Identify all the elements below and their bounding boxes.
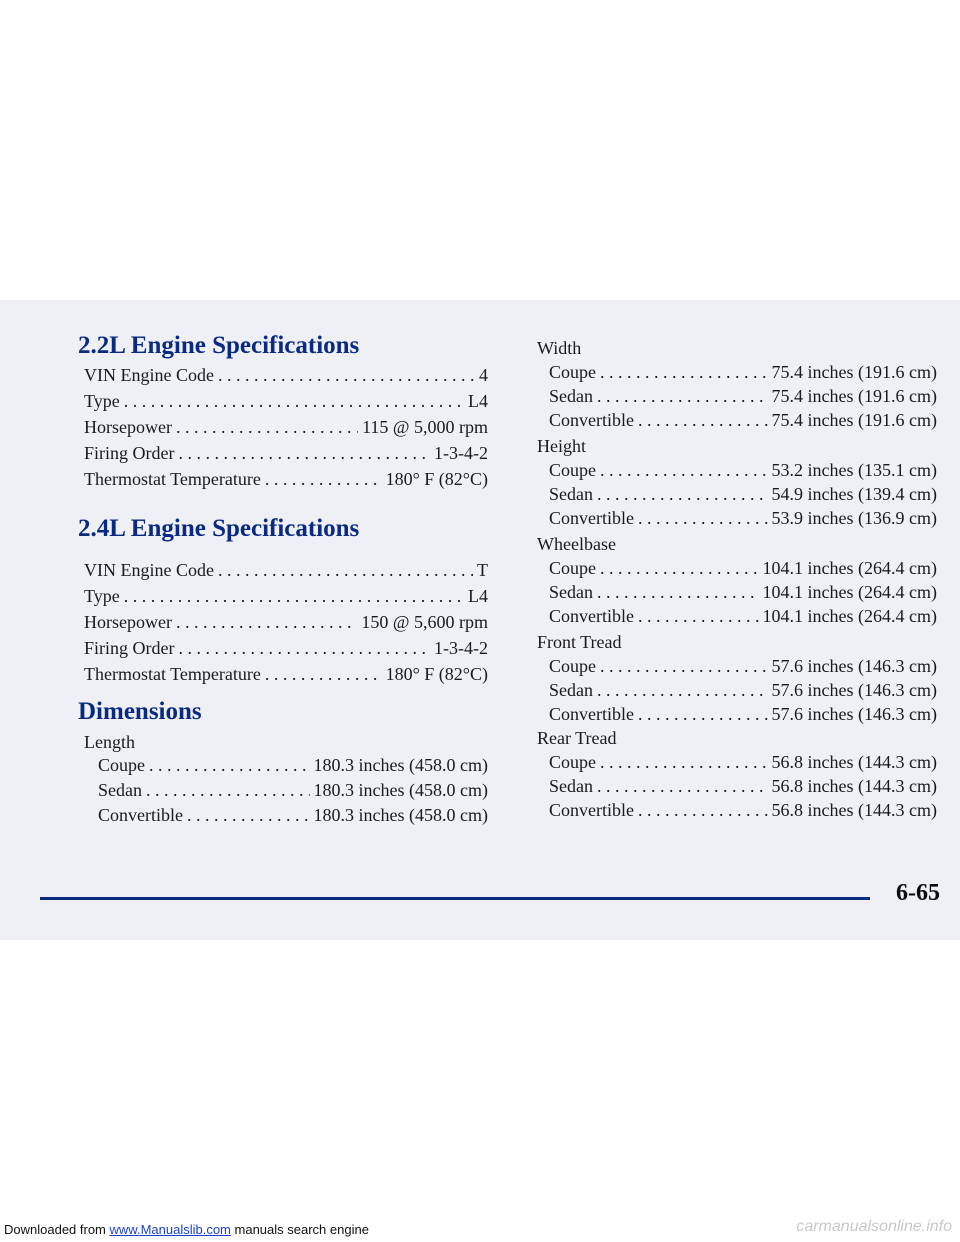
- download-footer: [4, 1222, 369, 1237]
- leader-dots: [176, 417, 358, 438]
- dimension-row: Convertible . . . 75.4 inches (191.6 cm): [549, 410, 937, 436]
- leader-dots: [218, 365, 475, 386]
- dimension-row: Convertible . . . 56.8 inches (144.3 cm): [549, 800, 937, 826]
- leader-dots: [638, 410, 768, 431]
- spec-row: Horsepower . . . 115 @ 5,000 rpm: [84, 417, 488, 443]
- footer-suffix: manuals search engine: [234, 1222, 369, 1237]
- leader-dots: [124, 586, 464, 607]
- leader-dots: [597, 680, 768, 701]
- dimension-row: Convertible . . . 180.3 inches (458.0 cm): [98, 805, 488, 831]
- dimension-row: Sedan . . . 57.6 inches (146.3 cm): [549, 680, 937, 706]
- dimensions-heading: Dimensions: [78, 698, 202, 725]
- dimension-row: Sedan . . . 56.8 inches (144.3 cm): [549, 776, 937, 802]
- group-label-width: Width: [537, 338, 582, 358]
- leader-dots: [265, 469, 382, 490]
- leader-dots: [600, 558, 759, 579]
- leader-dots: [265, 664, 382, 685]
- leader-dots: [176, 612, 357, 633]
- spec-row: Firing Order . . . 1-3-4-2: [84, 638, 488, 664]
- leader-dots: [638, 800, 768, 821]
- leader-dots: [187, 805, 310, 826]
- dimension-row: Sedan . . . 104.1 inches (264.4 cm): [549, 582, 937, 608]
- manual-page: [0, 300, 960, 940]
- spec-row: Horsepower . . . 150 @ 5,600 rpm: [84, 612, 488, 638]
- dimension-row: Convertible . . . 53.9 inches (136.9 cm): [549, 508, 937, 534]
- leader-dots: [218, 560, 473, 581]
- group-label-rear-tread: Rear Tread: [537, 728, 617, 748]
- spec-row: VIN Engine Code . . . T: [84, 560, 488, 586]
- leader-dots: [638, 704, 768, 725]
- dimension-row: Convertible . . . 57.6 inches (146.3 cm): [549, 704, 937, 730]
- dimension-row: Coupe . . . 104.1 inches (264.4 cm): [549, 558, 937, 584]
- dimension-row: Convertible . . . 104.1 inches (264.4 cm): [549, 606, 937, 632]
- dimension-row: Sedan . . . 75.4 inches (191.6 cm): [549, 386, 937, 412]
- manualslib-link[interactable]: www.Manualslib.com: [109, 1222, 231, 1237]
- leader-dots: [178, 443, 430, 464]
- leader-dots: [149, 755, 310, 776]
- leader-dots: [638, 606, 759, 627]
- leader-dots: [600, 656, 768, 677]
- engine-24-heading: 2.4L Engine Specifications: [78, 515, 360, 542]
- leader-dots: [146, 780, 310, 801]
- spec-row: Type . . . L4: [84, 391, 488, 417]
- leader-dots: [124, 391, 464, 412]
- dimension-row: Coupe . . . 56.8 inches (144.3 cm): [549, 752, 937, 778]
- dimension-row: Coupe . . . 53.2 inches (135.1 cm): [549, 460, 937, 486]
- dimension-row: Coupe . . . 75.4 inches (191.6 cm): [549, 362, 937, 388]
- leader-dots: [597, 484, 768, 505]
- dimension-row: Coupe . . . 57.6 inches (146.3 cm): [549, 656, 937, 682]
- page-number: 6-65: [896, 880, 940, 906]
- leader-dots: [597, 386, 768, 407]
- dimension-row: Sedan . . . 180.3 inches (458.0 cm): [98, 780, 488, 806]
- footer-prefix: Downloaded from: [4, 1222, 106, 1237]
- leader-dots: [178, 638, 430, 659]
- leader-dots: [600, 752, 768, 773]
- leader-dots: [600, 362, 768, 383]
- group-label-front-tread: Front Tread: [537, 632, 622, 652]
- leader-dots: [597, 776, 768, 797]
- group-label-length: Length: [84, 732, 135, 752]
- spec-row: Thermostat Temperature . . . 180° F (82°C): [84, 664, 488, 690]
- dimension-row: Sedan . . . 54.9 inches (139.4 cm): [549, 484, 937, 510]
- dimension-row: Coupe . . . 180.3 inches (458.0 cm): [98, 755, 488, 781]
- group-label-height: Height: [537, 436, 586, 456]
- spec-row: Firing Order . . . 1-3-4-2: [84, 443, 488, 469]
- leader-dots: [600, 460, 768, 481]
- footer-rule: [40, 897, 870, 900]
- leader-dots: [638, 508, 768, 529]
- leader-dots: [597, 582, 759, 603]
- watermark-logo: carmanualsonline.info: [796, 1218, 952, 1235]
- spec-row: Type . . . L4: [84, 586, 488, 612]
- spec-row: Thermostat Temperature . . . 180° F (82°C): [84, 469, 488, 495]
- spec-row: VIN Engine Code . . . 4: [84, 365, 488, 391]
- engine-22-heading: 2.2L Engine Specifications: [78, 332, 360, 359]
- group-label-wheelbase: Wheelbase: [537, 534, 616, 554]
